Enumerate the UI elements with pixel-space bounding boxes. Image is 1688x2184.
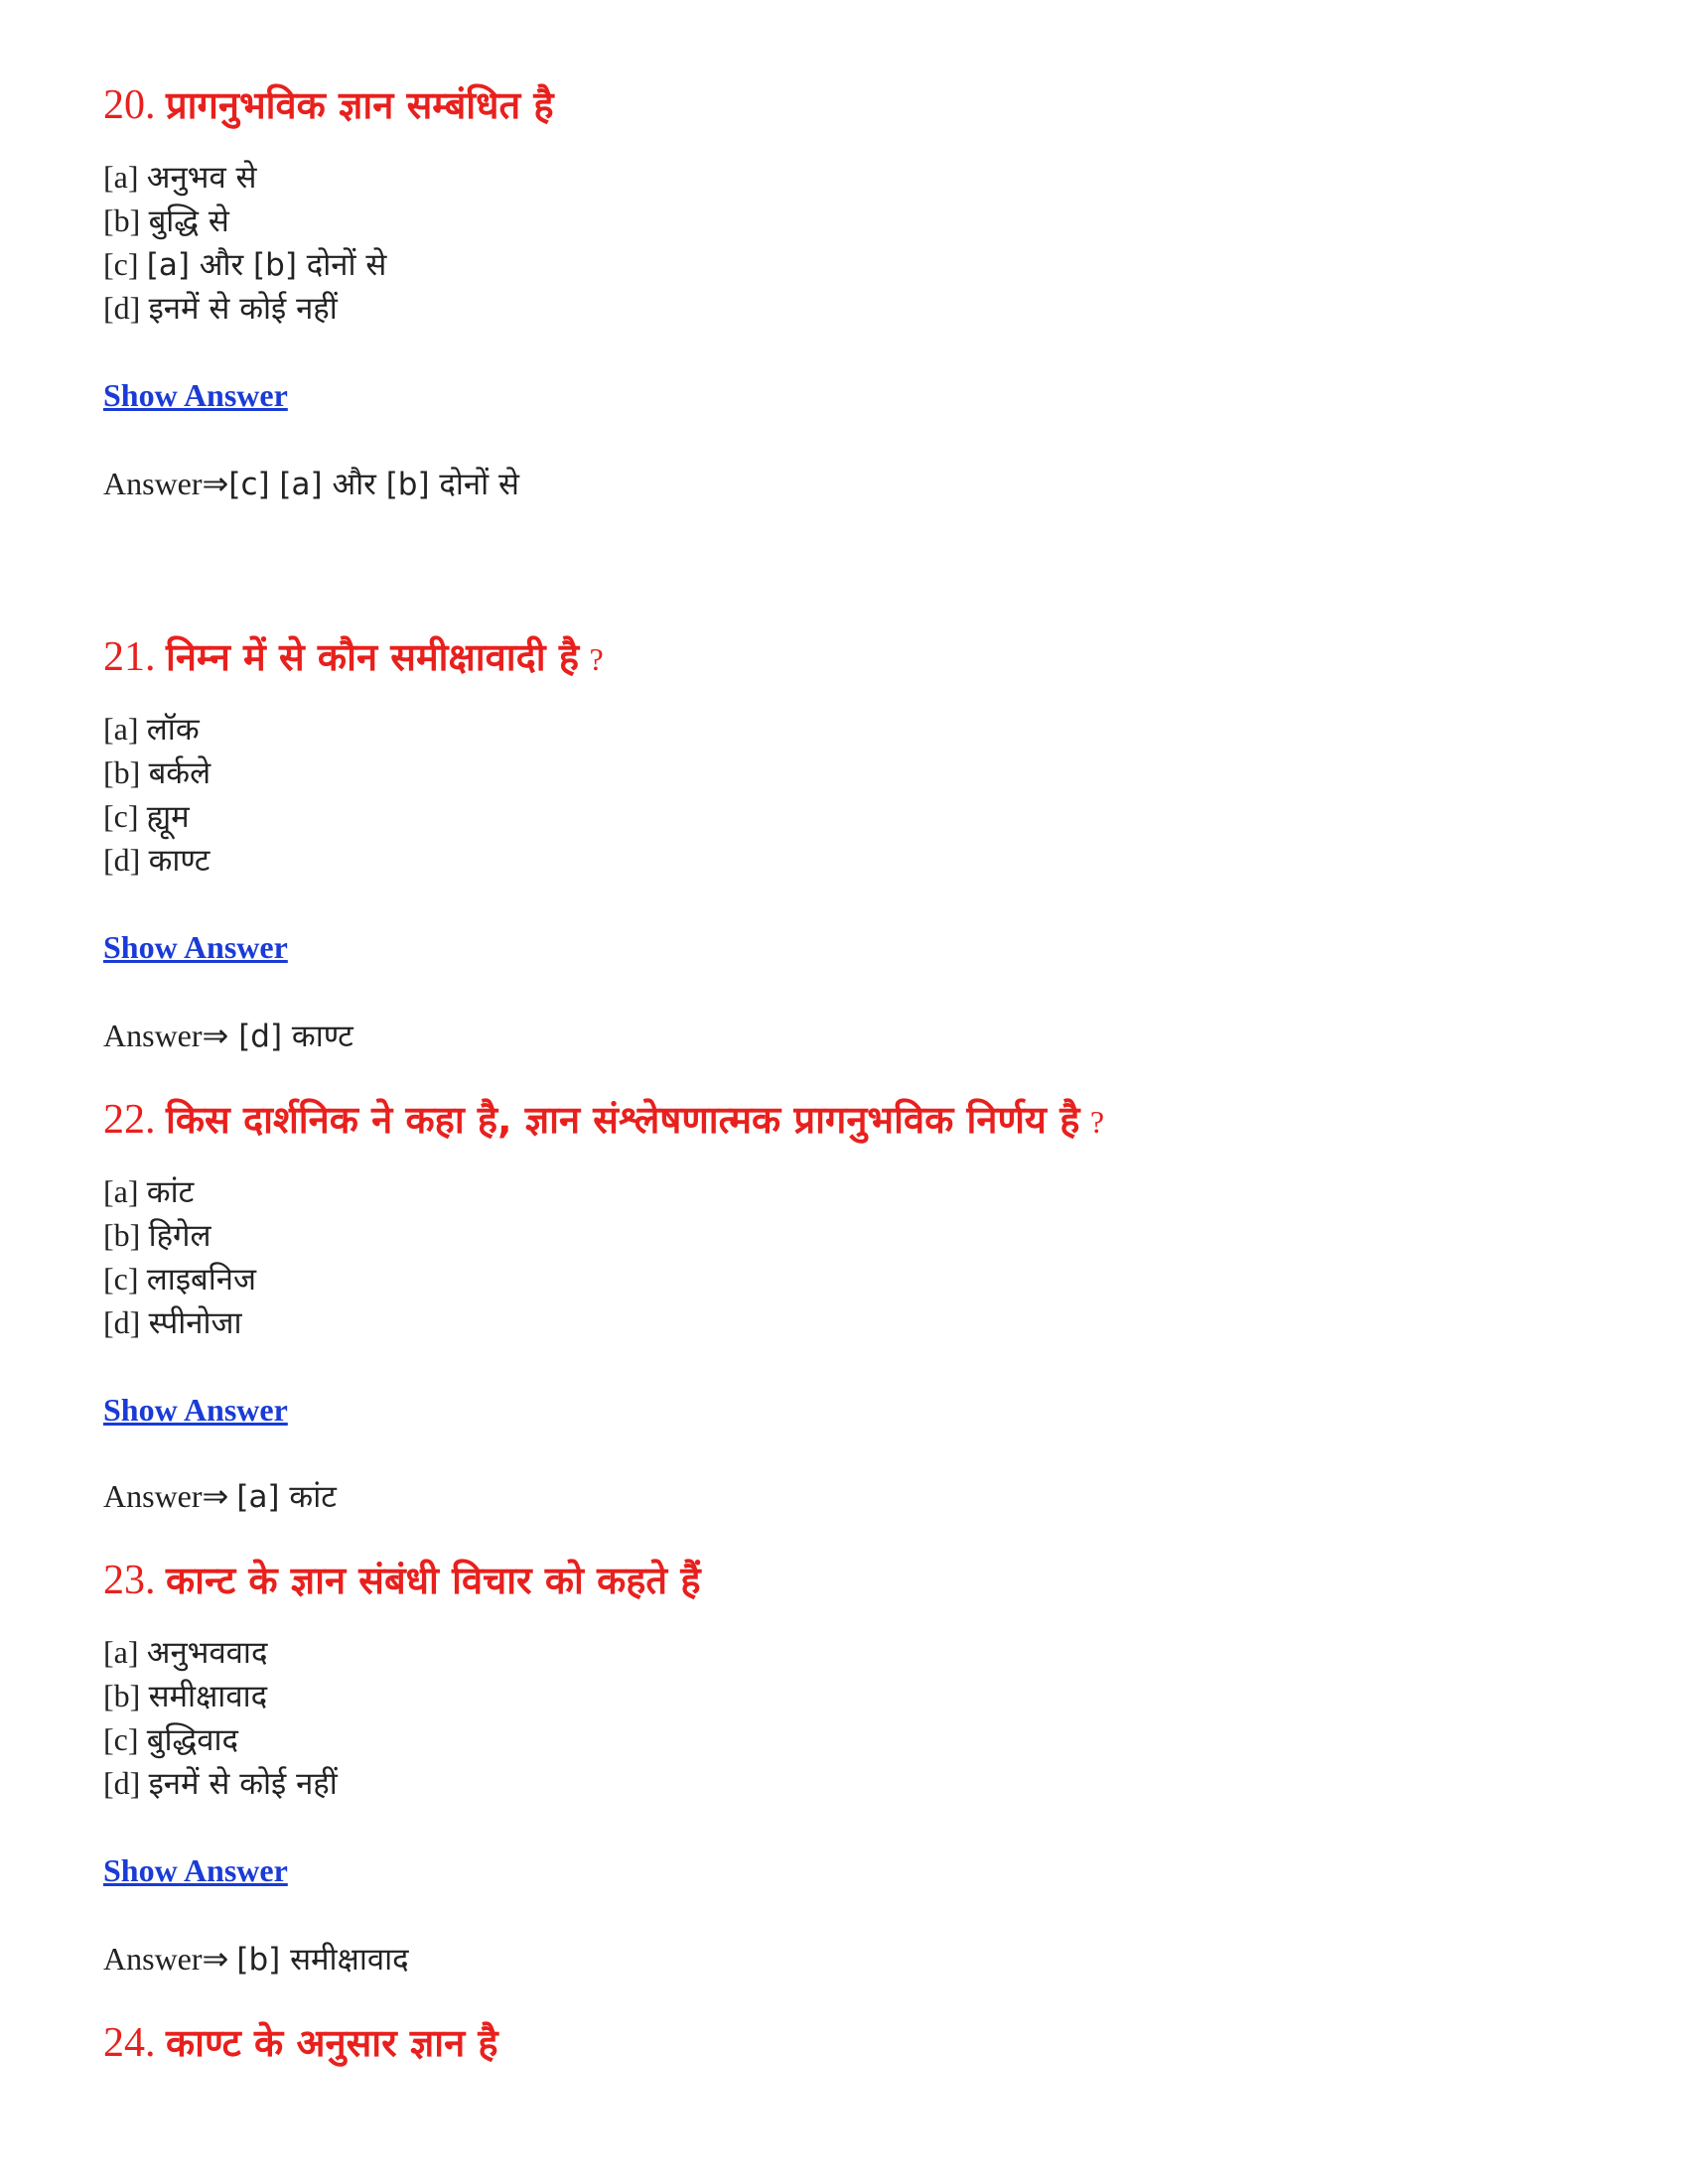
show-answer-link[interactable]: Show Answer: [103, 929, 288, 965]
option-b: [103, 1213, 256, 1257]
option-text: बुद्धिवाद: [146, 1722, 238, 1758]
option-a: [103, 1630, 338, 1674]
option-text: लॉक: [146, 712, 200, 748]
question-number: 22.: [103, 1097, 156, 1143]
option-d: [103, 286, 386, 330]
question-title: [103, 1553, 701, 1608]
answer-prefix: Answer⇒: [103, 1018, 229, 1053]
show-answer-link[interactable]: Show Answer: [103, 1852, 288, 1888]
option-letter: [a]: [103, 711, 139, 747]
option-list: [103, 1630, 338, 1805]
option-text: इनमें से कोई नहीं: [148, 1766, 338, 1802]
option-c: [103, 242, 386, 286]
show-answer-link[interactable]: Show Answer: [103, 377, 288, 413]
question-number: 21.: [103, 634, 156, 680]
option-text: लाइबनिज: [146, 1262, 256, 1297]
question-title: [103, 1092, 1104, 1150]
answer-line: [103, 1015, 353, 1056]
option-letter: [c]: [103, 1721, 139, 1757]
option-letter: [b]: [103, 1217, 141, 1253]
question-text: किस दार्शनिक ने कहा है, ज्ञान संश्लेषणात्मक प्रागनुभविक निर्णय है: [166, 1098, 1080, 1142]
option-text: ह्यूम: [146, 799, 190, 835]
option-letter: [c]: [103, 1261, 139, 1297]
option-d: [103, 838, 211, 882]
option-list: [103, 707, 211, 882]
option-text: अनुभववाद: [146, 1635, 268, 1671]
option-text: काण्ट: [148, 843, 211, 879]
option-list: [103, 1169, 256, 1344]
option-letter: [d]: [103, 1304, 141, 1340]
option-letter: [b]: [103, 1678, 141, 1713]
option-text: कांट: [146, 1174, 195, 1210]
option-text: बर्कले: [148, 755, 211, 791]
option-c: [103, 1257, 256, 1300]
option-a: [103, 1169, 256, 1213]
question-number: 20.: [103, 82, 156, 128]
option-b: [103, 199, 386, 242]
question-number: 24.: [103, 2020, 156, 2066]
option-text: स्पीनोजा: [148, 1305, 242, 1341]
option-text: [a] और [b] दोनों से: [146, 247, 387, 283]
answer-line: [103, 1475, 337, 1517]
answer-prefix: Answer⇒: [103, 1478, 229, 1514]
option-letter: [d]: [103, 842, 141, 878]
option-letter: [a]: [103, 1634, 139, 1670]
option-letter: [b]: [103, 203, 141, 238]
option-letter: [d]: [103, 290, 141, 326]
option-d: [103, 1761, 338, 1805]
question-number: 23.: [103, 1558, 156, 1603]
show-answer-link[interactable]: Show Answer: [103, 1392, 288, 1428]
option-text: बुद्धि से: [148, 204, 229, 239]
answer-line: [103, 463, 519, 504]
option-c: [103, 794, 211, 838]
question-text: प्रागनुभविक ज्ञान सम्बंधित है: [166, 83, 554, 127]
option-text: इनमें से कोई नहीं: [148, 291, 338, 327]
option-letter: [b]: [103, 754, 141, 790]
answer-text: [b] समीक्षावाद: [236, 1942, 409, 1978]
question-text: काण्ट के अनुसार ज्ञान है: [166, 2021, 498, 2065]
option-text: हिगेल: [148, 1218, 211, 1254]
option-d: [103, 1300, 256, 1344]
option-c: [103, 1717, 338, 1761]
option-letter: [c]: [103, 246, 139, 282]
answer-line: [103, 1938, 409, 1979]
question-text: कान्ट के ज्ञान संबंधी विचार को कहते हैं: [166, 1559, 701, 1602]
question-title: [103, 2015, 498, 2071]
answer-prefix: Answer⇒: [103, 466, 229, 501]
option-list: [103, 155, 386, 330]
option-text: समीक्षावाद: [148, 1679, 268, 1714]
answer-text: [d] काण्ट: [228, 1019, 353, 1054]
option-b: [103, 751, 211, 794]
question-mark: ?: [589, 641, 604, 677]
question-text: निम्न में से कौन समीक्षावादी है: [166, 635, 580, 679]
option-a: [103, 155, 386, 199]
option-letter: [d]: [103, 1765, 141, 1801]
option-letter: [c]: [103, 798, 139, 834]
question-title: [103, 629, 604, 687]
option-text: अनुभव से: [146, 160, 257, 196]
question-title: [103, 77, 554, 133]
option-a: [103, 707, 211, 751]
option-b: [103, 1674, 338, 1717]
option-letter: [a]: [103, 159, 139, 195]
answer-text: [c] [a] और [b] दोनों से: [228, 467, 519, 502]
option-letter: [a]: [103, 1173, 139, 1209]
question-mark: ?: [1089, 1104, 1105, 1140]
answer-prefix: Answer⇒: [103, 1941, 229, 1977]
answer-text: [a] कांट: [236, 1479, 337, 1515]
